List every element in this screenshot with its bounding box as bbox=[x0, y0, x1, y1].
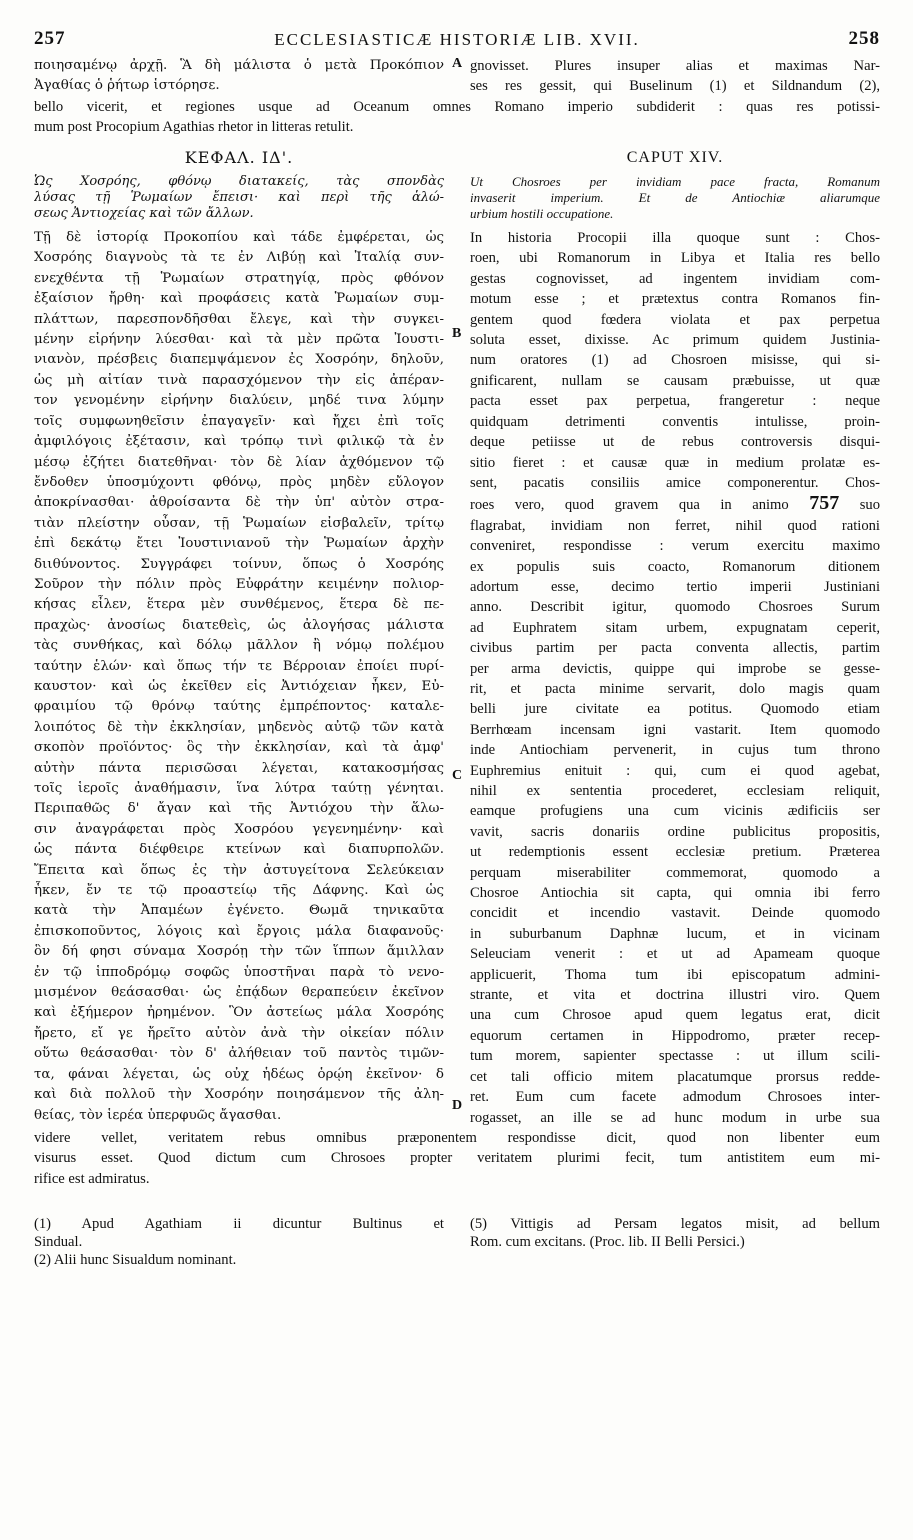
text-line: ad Euphratem sitam urbem, expugnatam ceperit, bbox=[470, 619, 880, 636]
text-line: nihil ex sententia procederet, ecclesiam reliquit, bbox=[470, 783, 880, 799]
text-line: Chosroe Antiochia sit capta, qui omnia ibi ferro bbox=[470, 885, 880, 902]
text-line: ὡς μὴ αἰτίαν τινὰ παρασχόμενον τὴν εἰς ἀπέραν- bbox=[34, 372, 444, 388]
text-line: tum morem, sapienter spectasse : ut illum scili- bbox=[470, 1048, 880, 1065]
summary-line: σεως Ἀντιοχείας καὶ τῶν ἄλλων. bbox=[34, 206, 254, 222]
document-page bbox=[34, 28, 880, 1269]
summary-line: invaserit imperium. Et de Antiochiæ aliarumque bbox=[470, 190, 880, 206]
text-line: sent, pacatis consiliis amice componerentur. Chos- bbox=[470, 474, 880, 491]
text-line: ἀποκρίνασθαι· ἀθροίσαντα δὲ τὴν ὑπ' αὐτὸν στρα- bbox=[34, 495, 444, 511]
text-line: νιανὸν, πρέσβεις διαπεμψάμενον ἐς Χοσρόην, δηλοῦν, bbox=[34, 352, 444, 368]
text-line: concidit et incendio vastavit. Deinde quomodo bbox=[470, 905, 880, 922]
text-line: eamque profugiens una cum vicinis ædificiis ser bbox=[470, 803, 880, 820]
text-line: adortum esse, decimo tertio imperii Justiniani bbox=[470, 578, 880, 595]
text-line: καυστον· καὶ ὡς ἐκεῖθεν εἰς Ἀντιόχειαν ἧκεν, Εὐ- bbox=[34, 678, 444, 694]
greek-column bbox=[34, 138, 444, 1128]
text-line: roen, ubi Romanorum in Libya et Italia res bello bbox=[470, 250, 880, 267]
text-line: Ἀγαθίας ὁ ῥήτωρ ἱστόρησε. bbox=[34, 78, 220, 94]
text-line: ταύτην ἑλών· καὶ ὅπως τήν τε Βέρροιαν ἐποίει πυρί- bbox=[34, 658, 444, 674]
footnotes-right bbox=[470, 1215, 880, 1269]
greek-continuation bbox=[34, 56, 444, 97]
footnote-line: (5) Vittigis ad Persam legatos misit, ad bellum bbox=[470, 1216, 880, 1233]
text-line: τοῖς ἱεροῖς ἀναθήμασιν, ἵνα λύτρα ταύτῃ γένηται. bbox=[34, 781, 444, 796]
text-line-with-column-number bbox=[470, 493, 880, 515]
greek-chapter-heading: ΚΕΦΑΛ. ΙΔ'. bbox=[184, 147, 294, 167]
text-segment: roes vero, quod gravem qua in animo bbox=[470, 497, 789, 514]
text-line: ses res gessit, qui Buselinum (1) et Sildnandum (2), bbox=[470, 78, 880, 95]
margin-letter-d: D bbox=[452, 1097, 463, 1113]
text-line: vavit, sacris donariis ordine publicitus propositis, bbox=[470, 823, 880, 840]
text-line: deque petiisse ut de rebus controversis disqui- bbox=[470, 434, 880, 451]
text-line: rogasset, an ille se ad hunc modum in urbe sua bbox=[470, 1109, 880, 1126]
text-line: μένην εἰρήνην λύεσθαι· καὶ τὰ μὲν πρῶτα Ἰουστι- bbox=[34, 332, 444, 348]
footnote-line: (2) Alii hunc Sisualdum nominant. bbox=[34, 1252, 237, 1269]
text-line: gestas cognovisset, ad ingentem invidiam com- bbox=[470, 270, 880, 287]
page-number-left: 257 bbox=[34, 28, 66, 49]
text-line: τιὰν πλείστην οὖσαν, τῇ Ῥωμαίων εἰσβαλεῖν, τρίτῳ bbox=[34, 515, 444, 531]
latin-column bbox=[470, 138, 880, 1128]
text-line: φραιμίου τῷ θρόνῳ ταύτης ἐμπρέποντος· καταλε- bbox=[34, 699, 444, 715]
text-line: per arma devictis, quippe qui improbe se gesse- bbox=[470, 660, 880, 677]
text-line: Περιπαθῶς δ' ἄγαν καὶ τῆς Ἀντιόχου τὴν ἅλω- bbox=[34, 801, 444, 817]
footnote-line: Rom. cum excitans. (Proc. lib. II Belli Persici.) bbox=[470, 1234, 745, 1251]
text-line: conveniret, respondisse : verum exercitu maximo bbox=[470, 538, 880, 555]
text-line: pacta esset pax perpetua, frangeretur : neque bbox=[470, 393, 880, 410]
text-line: ἐξαίσιον ἤρθη· καὶ προφάσεις κατὰ Ῥωμαίων συμ- bbox=[34, 291, 444, 307]
margin-letter-a: A bbox=[452, 56, 463, 71]
text-line: ὃν δή φησι σύναμα Χοσρόῃ τὴν τῶν ἵππων ἅμιλλαν bbox=[34, 944, 444, 960]
text-line: rifice est admiratus. bbox=[34, 1170, 150, 1187]
text-line: applicuerit, Thoma tum ibi episcopatum admini- bbox=[470, 966, 880, 983]
text-line: αὐτὴν πάντα περισῶσαι λέγεται, κατακοσμήσας bbox=[34, 760, 444, 776]
text-line: belli jure civitate ea potitus. Quomodo etiam bbox=[470, 701, 880, 718]
text-line: καὶ ἐξήμερον ἠρημένον. Ὃν ἀστείως μάλα Χοσρόης bbox=[34, 1005, 444, 1021]
greek-body-text bbox=[34, 228, 444, 1126]
latin-chapter-heading: CAPUT XIV. bbox=[626, 148, 724, 166]
text-line: ut redemptionis essent ecclesiæ pretium. Præterea bbox=[470, 844, 880, 861]
summary-line: Ὡς Χοσρόης, φθόνῳ διατακείς, τὰς σπονδὰς bbox=[34, 174, 444, 190]
text-line: τα, φάναι λέγεται, ὡς οὐχ ἡδέως ὁρῴη ἐκεῖνον· δ bbox=[34, 1066, 444, 1082]
text-line: λοιπότος δὲ τὴν ἐκκλησίαν, μηδενὸς αὐτῷ τῶν κατὰ bbox=[34, 719, 444, 735]
page-number-right: 258 bbox=[848, 28, 880, 49]
text-line: gnovisset. Plures insuper alias et maximas Nar- bbox=[470, 58, 880, 74]
text-line: ἧκεν, ἔν τε τῷ προαστείῳ τῆς Δάφνης. Καὶ ὡς bbox=[34, 883, 444, 899]
summary-line: λύσας τῇ Ῥωμαίων ἔπεισι· καὶ περὶ τῆς ἁλώ- bbox=[34, 190, 444, 206]
text-line: ἐν τῷ ἱπποδρόμῳ σοφῶς ὑποστῆναι παρὰ τὸ νενο- bbox=[34, 964, 444, 980]
text-line: κατὰ τὴν Ἀπαμέων ἐγένετο. Θωμᾶ τηνικαῦτα bbox=[34, 903, 444, 919]
text-line: mum post Procopium Agathias rhetor in litteras retulit. bbox=[34, 119, 354, 136]
text-line: sitio fieret : et causæ quæ in medium prolatæ es- bbox=[470, 454, 880, 471]
text-line: κήσας εἶλεν, ἕτερα μὲν συνθέμενος, ἕτερα δὲ πε- bbox=[34, 597, 444, 613]
running-title: ECCLESIASTICÆ HISTORIÆ LIB. XVII. bbox=[274, 30, 640, 49]
text-line: Σοῦρον τὴν πόλιν πρὸς Εὐφράτην κειμένην πολιορ- bbox=[34, 576, 444, 592]
text-line: ex populis suis coacto, Romanorum ditionem bbox=[470, 558, 880, 575]
text-line: οὕτω θεάσασθαι· τὸν δ' ἀλήθειαν τοῦ παντὸς τιμῶν- bbox=[34, 1046, 444, 1062]
text-line: Euphremius enituit : qui, cum ei quod agebat, bbox=[470, 762, 880, 779]
text-line: ἀμφιλόγοις ἐξέτασιν, καὶ τρόπῳ τινὶ φιλικῷ τὰ ἐν bbox=[34, 434, 444, 450]
text-line: perquam miserabiliter commemorat, quomodo a bbox=[470, 864, 880, 881]
text-line: ποιησαμένῳ ἀρχῇ. Ἃ δὴ μάλιστα ὁ μετὰ Προκόπιον bbox=[34, 58, 444, 73]
text-line: una cum Chrosoe apud quem legatus erat, dicit bbox=[470, 1007, 880, 1024]
running-header bbox=[34, 28, 880, 56]
footnote-line: Sindual. bbox=[34, 1234, 83, 1251]
footnotes-left bbox=[34, 1215, 444, 1269]
margin-letter-c: C bbox=[452, 767, 463, 783]
text-line: τον γενομένην εἰρήνην διαλύειν, μηδέ τινα λύμην bbox=[34, 393, 444, 409]
latin-continuation bbox=[470, 56, 880, 97]
text-line: ἐπισκοποῦντος, λόγοις καὶ ἔργοις μάλα διαφανοῦς· bbox=[34, 923, 444, 939]
text-line: Seleuciam venerit : et ut ad Apameam quoque bbox=[470, 946, 880, 963]
footnotes bbox=[34, 1215, 880, 1269]
greek-chapter-summary bbox=[34, 174, 444, 222]
text-line: gentem quod fœdera violata et pax perpetua bbox=[470, 311, 880, 328]
text-line: διιθύνοντος. Συγγράφει τοίνυν, ὅπως ὁ Χοσρόης bbox=[34, 556, 444, 572]
text-line: inde Antiochiam pervenerit, in cujus tum throno bbox=[470, 742, 880, 759]
latin-body-text-part2 bbox=[470, 516, 880, 1128]
text-line: civibus partim per pacta conventa allectis, partim bbox=[470, 640, 880, 657]
text-line: Τῇ δὲ ἱστορίᾳ Προκοπίου καὶ τάδε ἐμφέρεται, ὡς bbox=[34, 230, 444, 246]
text-line: Berrhœam incensam igni vastarit. Item quomodo bbox=[470, 721, 880, 738]
text-line: τοῖς συμφωνηθεῖσιν ἐπαγαγεῖν· καὶ ἤχει ἐπὶ τοῖς bbox=[34, 413, 444, 429]
text-line: ενεχθέντα τῇ Ῥωμαίων στρατηγίᾳ, πρὸς φθόνον bbox=[34, 270, 444, 286]
text-segment: suo bbox=[859, 497, 880, 514]
text-line: πλάττων, παρεσπονδῆσθαι ἔλεγε, καὶ τὴν συγκει- bbox=[34, 311, 444, 327]
text-line: σκοπὸν προϊόντος· ὃς τὴν ἐκκλησίαν, καὶ τὰ ἀμφ' bbox=[34, 740, 444, 756]
text-line: πραχὼς· ἀνοσίως διατεθεὶς, ὡς ἀλογήσας μάλιστα bbox=[34, 617, 444, 633]
text-line: bello vicerit, et regiones usque ad Oceanum omnes Romano imperio subdiderit : quas res potissi- bbox=[34, 98, 880, 115]
text-line: Ἔπειτα καὶ ὅπως ἐς τὴν ἀστυγείτονα Σελεύκειαν bbox=[34, 862, 444, 878]
text-line: soluta esset, dixisse. Ac primum quidem Justinia- bbox=[470, 332, 880, 349]
latin-chapter-summary bbox=[470, 174, 880, 222]
text-line: cet tali officio mitem placatumque prorsus redde- bbox=[470, 1068, 880, 1085]
text-line: ἤρετο, εἴ γε ἤρεῖτο αὐτὸν ἀνὰ τὴν οἰκείαν πόλιν bbox=[34, 1025, 444, 1041]
text-line: flagrabat, invidiam non ferret, nihil quod rationi bbox=[470, 517, 880, 534]
text-line: anno. Describit igitur, quomodo Chosroes Surum bbox=[470, 599, 880, 616]
text-line: μισμένον θεάσασθαι· ὡς ἐπᾴδων θεραπεύειν ἐκεῖνον bbox=[34, 985, 444, 1001]
text-line: τὰς συνθήκας, καὶ δόλῳ μᾶλλον ἢ νόμῳ πολέμου bbox=[34, 638, 444, 654]
text-line: ἐπὶ δεκάτῳ ἔτει Ἰουστινιανοῦ τὴν Ῥωμαίων ἀρχὴν bbox=[34, 536, 444, 552]
text-line: videre vellet, veritatem rebus omnibus præponentem respondisse dicit, quod non libenter eum bbox=[34, 1129, 880, 1146]
latin-body-text-part1 bbox=[470, 228, 880, 493]
text-line: quidquam detrimenti conventis intulisse, proin- bbox=[470, 413, 880, 430]
text-line: ret. Eum cum facete admodum Chrosoes inter- bbox=[470, 1089, 880, 1106]
column-number: 757 bbox=[809, 493, 840, 515]
text-line: rit, et pacta minime servarit, dolo magis quam bbox=[470, 680, 880, 697]
text-line: ὡς πάντα διέφθειρε κτείνων καὶ διαπυρπολῶν. bbox=[34, 842, 444, 858]
main-columns bbox=[34, 138, 880, 1128]
text-line: Χοσρόης διαγνοὺς τὰ τε ἐν Λιβύῃ καὶ Ἰταλίᾳ συν- bbox=[34, 250, 444, 266]
text-line: σιν ἀναγράφεται πρὸς Χοσρόου γεγενημένην· καὶ bbox=[34, 821, 444, 837]
summary-line: Ut Chosroes per invidiam pace fracta, Romanum bbox=[470, 174, 880, 190]
text-line: ἔνδοθεν ὑποσμύχοντι φθόνῳ, πρὸς μηδὲν εὔλογον bbox=[34, 474, 444, 490]
text-line: In historia Procopii illa quoque sunt : Chos- bbox=[470, 230, 880, 247]
text-line: καὶ διὰ πολλοῦ τὴν Χοσρόην ποιησάμενον τῆς ἀλη- bbox=[34, 1087, 444, 1103]
margin-letter-b: B bbox=[452, 325, 462, 341]
summary-line: urbium hostili occupatione. bbox=[470, 206, 614, 222]
text-line: in suburbanum Daphnæ lucum, et in vicinam bbox=[470, 925, 880, 942]
text-line: μέσῳ ἐζήτει διατεθῆναι· τὸν δὲ λίαν ἀχθόμενον τῷ bbox=[34, 454, 444, 470]
bottom-full-width-text bbox=[34, 1128, 880, 1189]
text-line: motum esse ; et prætextus contra Romanos fin- bbox=[470, 291, 880, 308]
text-line: num oratores (1) ad Chosroen misisse, qui si- bbox=[470, 352, 880, 369]
text-line: gnificarent, nullam se causam præbuisse, ut quæ bbox=[470, 372, 880, 389]
text-line: equorum certamen in Hippodromo, præter recep- bbox=[470, 1027, 880, 1044]
text-line: strante, et vita et doctrina illustri viro. Quem bbox=[470, 987, 880, 1004]
text-line: θείας, τὸν ἱερέα ὑπερφυῶς ἄγασθαι. bbox=[34, 1107, 282, 1123]
text-line: visurus esset. Quod dictum cum Chrosoes propter veritatem plurimi fecit, tum antistitem eum mi- bbox=[34, 1150, 880, 1167]
top-full-width-text bbox=[34, 97, 880, 138]
footnote-line: (1) Apud Agathiam ii dicuntur Bultinus et bbox=[34, 1216, 444, 1233]
top-continuation bbox=[34, 56, 880, 97]
